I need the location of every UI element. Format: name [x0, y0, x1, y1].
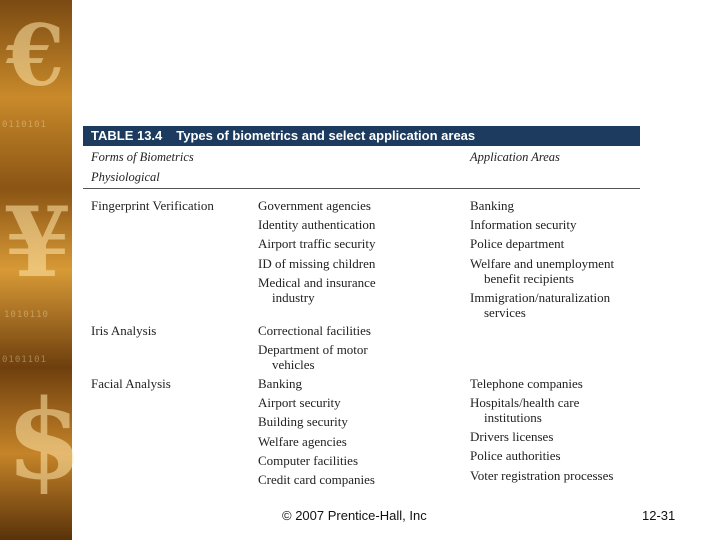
- app-area-line: Hospitals/health care: [470, 395, 580, 410]
- slide-number: 12-31: [642, 508, 676, 523]
- euro-sign-icon: €: [6, 6, 65, 105]
- app-area: Banking: [258, 376, 303, 391]
- app-area-line: Department of motor: [258, 342, 368, 357]
- decorative-digits: 1010110: [4, 310, 49, 320]
- app-area-line: Welfare and unemployment: [470, 256, 615, 271]
- column-header-row: [83, 146, 640, 166]
- app-area: Banking: [470, 198, 515, 213]
- dollar-sign-icon: $: [6, 375, 83, 504]
- biometric-form: Fingerprint Verification: [91, 198, 214, 213]
- app-area: Police authorities: [470, 448, 561, 463]
- app-area: Correctional facilities: [258, 323, 371, 338]
- app-area-line: industry: [272, 290, 315, 305]
- app-area: Voter registration processes: [470, 468, 614, 483]
- biometrics-table: [83, 126, 640, 494]
- section-header: [83, 166, 640, 189]
- app-area: Information security: [470, 217, 577, 232]
- decorative-digits: 0101101: [2, 355, 47, 365]
- table-caption: [83, 126, 640, 146]
- column-header-forms: Forms of Biometrics: [91, 150, 194, 164]
- app-area: [258, 342, 368, 372]
- app-area: Building security: [258, 414, 348, 429]
- app-area: Telephone companies: [470, 376, 583, 391]
- app-area: Drivers licenses: [470, 429, 554, 444]
- app-area: Police department: [470, 236, 565, 251]
- app-area-line: institutions: [484, 410, 542, 425]
- decorative-digits: 0110101: [2, 120, 47, 130]
- table-number: TABLE 13.4: [91, 128, 163, 143]
- app-area-line: vehicles: [272, 357, 315, 372]
- table-title: Types of biometrics and select application areas: [176, 128, 476, 143]
- app-area: Government agencies: [258, 198, 371, 213]
- app-area: [258, 275, 376, 305]
- app-area-line: benefit recipients: [484, 271, 574, 286]
- app-area: Airport traffic security: [258, 236, 376, 251]
- app-area: [470, 395, 579, 425]
- app-area: Credit card companies: [258, 472, 375, 487]
- app-area: Airport security: [258, 395, 341, 410]
- biometric-form: Facial Analysis: [91, 376, 171, 391]
- app-area: Computer facilities: [258, 453, 359, 468]
- copyright-notice: © 2007 Prentice-Hall, Inc: [282, 508, 427, 523]
- table-row: [83, 374, 640, 494]
- app-area-line: Immigration/naturalization: [470, 290, 611, 305]
- section-label: Physiological: [91, 170, 160, 184]
- app-area: ID of missing children: [258, 256, 376, 271]
- decorative-currency-strip: [0, 0, 83, 540]
- table-row: [83, 321, 640, 374]
- biometric-form: Iris Analysis: [91, 323, 157, 338]
- yen-sign-icon: ¥: [4, 186, 71, 299]
- table-row: [83, 189, 640, 321]
- app-area-line: services: [484, 305, 526, 320]
- app-area: Identity authentication: [258, 217, 376, 232]
- app-area: Welfare agencies: [258, 434, 347, 449]
- app-area: [470, 290, 610, 320]
- app-area-line: Medical and insurance: [258, 275, 376, 290]
- app-area: [470, 256, 614, 286]
- column-header-applications: Application Areas: [470, 150, 560, 164]
